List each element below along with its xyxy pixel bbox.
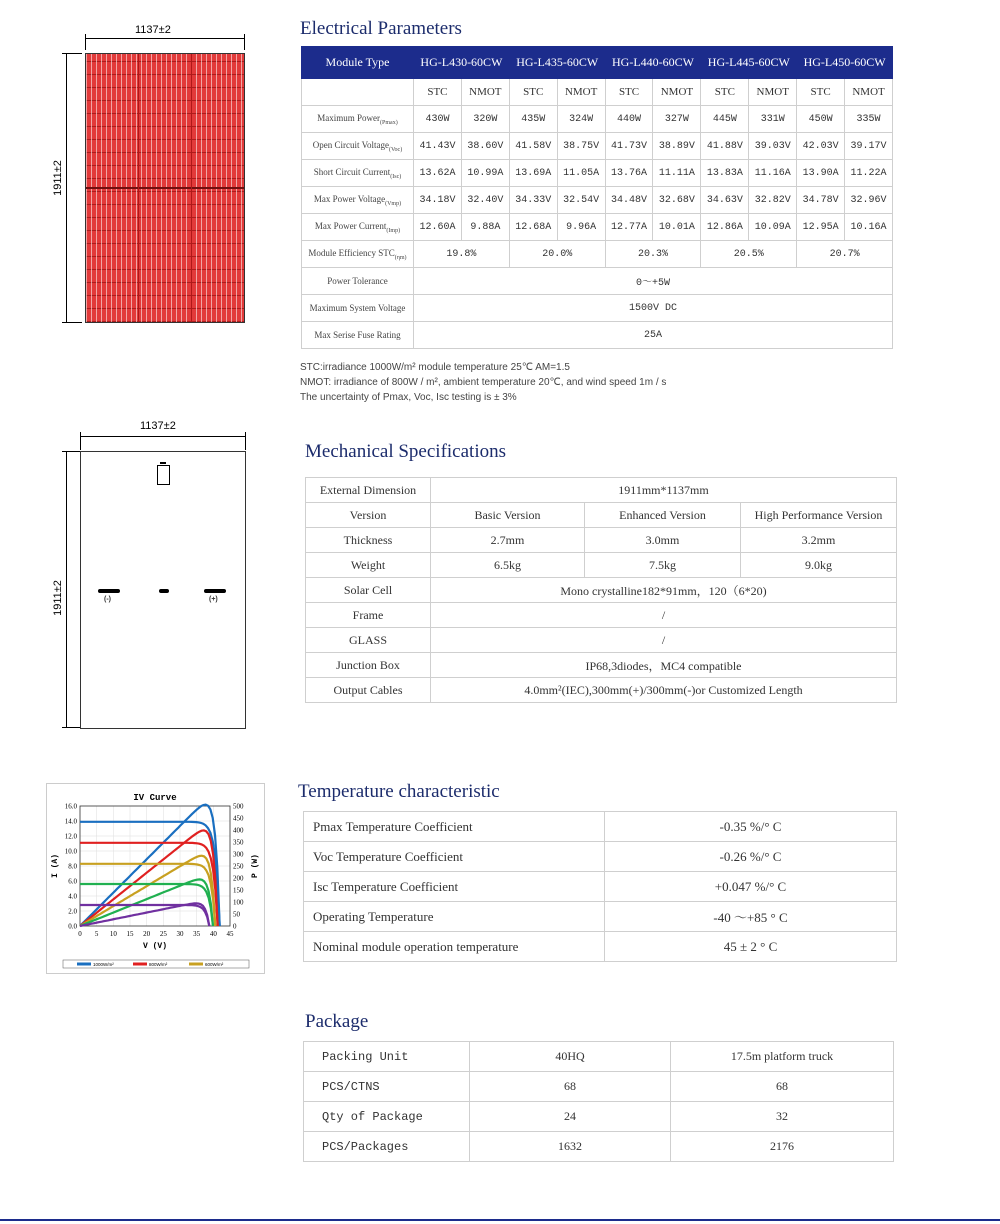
electrical-cell: 13.69A bbox=[509, 160, 557, 187]
cable-connector-icon bbox=[204, 589, 226, 593]
nmot-label: NMOT bbox=[557, 79, 605, 106]
electrical-cell: 42.03V bbox=[797, 133, 845, 160]
package-row bbox=[304, 1042, 894, 1072]
note-nmot: NMOT: irradiance of 800W / m², ambient temperature 20℃, and wind speed 1m / s bbox=[300, 377, 667, 388]
package-row-label: Qty of Package bbox=[304, 1102, 470, 1132]
efficiency-value: 20.5% bbox=[701, 241, 797, 268]
electrical-cell: 324W bbox=[557, 106, 605, 133]
electrical-cell: 39.03V bbox=[749, 133, 797, 160]
electrical-cell: 41.58V bbox=[509, 133, 557, 160]
y2-tick-label: 100 bbox=[233, 898, 244, 907]
electrical-row bbox=[302, 160, 893, 187]
electrical-cell: 32.68V bbox=[653, 187, 701, 214]
temperature-row bbox=[304, 812, 897, 842]
electrical-cell: 32.96V bbox=[845, 187, 893, 214]
electrical-cell: 13.62A bbox=[414, 160, 462, 187]
electrical-cell: 12.95A bbox=[797, 214, 845, 241]
x-tick-label: 45 bbox=[226, 930, 234, 938]
mechanical-row-label: Version bbox=[306, 503, 431, 528]
electrical-cell: 34.63V bbox=[701, 187, 749, 214]
electrical-cell: 331W bbox=[749, 106, 797, 133]
electrical-cell: 11.16A bbox=[749, 160, 797, 187]
efficiency-value: 20.7% bbox=[797, 241, 893, 268]
y2-tick-label: 200 bbox=[233, 874, 244, 883]
x-axis-label: V (V) bbox=[142, 942, 168, 951]
temperature-table bbox=[303, 811, 897, 962]
mechanical-row bbox=[306, 478, 897, 503]
y2-tick-label: 500 bbox=[233, 802, 244, 811]
electrical-row-label: Short Circuit Current$_{(Isc)}$ bbox=[302, 160, 414, 187]
mechanical-title: Mechanical Specifications bbox=[305, 441, 507, 462]
legend-label: 600W/m² bbox=[205, 962, 224, 967]
mechanical-cell: 3.0mm bbox=[585, 528, 741, 553]
electrical-cell: 9.96A bbox=[557, 214, 605, 241]
mechanical-row-label: External Dimension bbox=[306, 478, 431, 503]
electrical-cell: 34.48V bbox=[605, 187, 653, 214]
nmot-label: NMOT bbox=[653, 79, 701, 106]
front-width-label: 1137±2 bbox=[135, 24, 171, 36]
electrical-cell: 10.16A bbox=[845, 214, 893, 241]
temperature-row-label: Voc Temperature Coefficient bbox=[304, 842, 605, 872]
electrical-cell: 41.88V bbox=[701, 133, 749, 160]
mechanical-row-label: Weight bbox=[306, 553, 431, 578]
temperature-row bbox=[304, 902, 897, 932]
temperature-row-label: Pmax Temperature Coefficient bbox=[304, 812, 605, 842]
temperature-row-label: Operating Temperature bbox=[304, 902, 605, 932]
package-cell: 2176 bbox=[671, 1132, 894, 1162]
legend-label: 800W/m² bbox=[149, 962, 168, 967]
mechanical-row-label: Frame bbox=[306, 603, 431, 628]
electrical-cell: 435W bbox=[509, 106, 557, 133]
efficiency-value: 20.0% bbox=[509, 241, 605, 268]
nmot-label: NMOT bbox=[461, 79, 509, 106]
y-tick-label: 8.0 bbox=[68, 862, 77, 871]
module-type-header: Module Type bbox=[302, 47, 414, 79]
mechanical-cell: Mono crystalline182*91mm，120（6*20) bbox=[431, 578, 897, 603]
y2-tick-label: 300 bbox=[233, 850, 244, 859]
system-voltage-value: 1500V DC bbox=[414, 295, 893, 322]
package-cell: 1632 bbox=[470, 1132, 671, 1162]
electrical-row-label: Maximum Power$_{(Pmax)}$ bbox=[302, 106, 414, 133]
stc-label: STC bbox=[509, 79, 557, 106]
electrical-cell: 12.60A bbox=[414, 214, 462, 241]
y2-tick-label: 50 bbox=[233, 910, 240, 919]
minus-label: (-) bbox=[104, 596, 111, 603]
temperature-value: -40 ～+85 ° C bbox=[605, 902, 897, 932]
solar-panel-back bbox=[80, 451, 246, 729]
model-header: HG-L430-60CW bbox=[414, 47, 510, 79]
mechanical-row bbox=[306, 503, 897, 528]
temperature-value: 45 ± 2 ° C bbox=[605, 932, 897, 962]
mechanical-row bbox=[306, 553, 897, 578]
electrical-cell: 34.18V bbox=[414, 187, 462, 214]
y-tick-label: 10.0 bbox=[64, 847, 77, 856]
package-title: Package bbox=[305, 1011, 369, 1032]
back-height-label: 1911±2 bbox=[52, 580, 64, 616]
temperature-title: Temperature characteristic bbox=[298, 781, 500, 802]
electrical-row bbox=[302, 187, 893, 214]
electrical-cell: 13.90A bbox=[797, 160, 845, 187]
x-tick-label: 40 bbox=[209, 930, 217, 938]
iv-curve-svg bbox=[47, 784, 264, 973]
electrical-cell: 41.73V bbox=[605, 133, 653, 160]
electrical-cell: 32.54V bbox=[557, 187, 605, 214]
electrical-cell: 9.88A bbox=[461, 214, 509, 241]
y-axis-label: I (A) bbox=[51, 853, 60, 879]
y-tick-label: 0.0 bbox=[68, 922, 77, 931]
fuse-label: Max Serise Fuse Rating bbox=[302, 322, 414, 349]
x-tick-label: 5 bbox=[94, 930, 99, 938]
electrical-table bbox=[301, 46, 893, 349]
electrical-cell: 39.17V bbox=[845, 133, 893, 160]
electrical-cell: 12.68A bbox=[509, 214, 557, 241]
mechanical-row bbox=[306, 628, 897, 653]
package-cell: 24 bbox=[470, 1102, 671, 1132]
electrical-cell: 327W bbox=[653, 106, 701, 133]
temperature-value: +0.047 %/° C bbox=[605, 872, 897, 902]
model-header: HG-L450-60CW bbox=[797, 47, 893, 79]
mechanical-cell: / bbox=[431, 603, 897, 628]
y2-tick-label: 250 bbox=[233, 862, 244, 871]
mechanical-cell: High Performance Version bbox=[741, 503, 897, 528]
electrical-row-label: Max Power Current$_{(Imp)}$ bbox=[302, 214, 414, 241]
temperature-row bbox=[304, 842, 897, 872]
mechanical-row-label: Thickness bbox=[306, 528, 431, 553]
package-row bbox=[304, 1132, 894, 1162]
note-stc: STC:irradiance 1000W/m² module temperature 25℃ AM=1.5 bbox=[300, 362, 570, 373]
y2-axis-label: P (W) bbox=[251, 853, 260, 879]
chart-title: IV Curve bbox=[133, 793, 177, 803]
electrical-cell: 34.33V bbox=[509, 187, 557, 214]
electrical-cell: 12.77A bbox=[605, 214, 653, 241]
temperature-row-label: Isc Temperature Coefficient bbox=[304, 872, 605, 902]
mechanical-row-label: Solar Cell bbox=[306, 578, 431, 603]
electrical-cell: 13.83A bbox=[701, 160, 749, 187]
mechanical-row bbox=[306, 653, 897, 678]
legend-label: 1000W/m² bbox=[93, 962, 114, 967]
electrical-row bbox=[302, 214, 893, 241]
model-header: HG-L440-60CW bbox=[605, 47, 701, 79]
stc-label: STC bbox=[414, 79, 462, 106]
model-header: HG-L445-60CW bbox=[701, 47, 797, 79]
electrical-row-label: Max Power Voltage$_{(Vmp)}$ bbox=[302, 187, 414, 214]
y-tick-label: 2.0 bbox=[68, 907, 77, 916]
electrical-cell: 41.43V bbox=[414, 133, 462, 160]
electrical-cell: 450W bbox=[797, 106, 845, 133]
y2-tick-label: 0 bbox=[233, 922, 237, 931]
electrical-cell: 440W bbox=[605, 106, 653, 133]
electrical-cell: 32.40V bbox=[461, 187, 509, 214]
electrical-row-label: Open Circuit Voltage$_{(Voc)}$ bbox=[302, 133, 414, 160]
tolerance-value: 0～+5W bbox=[414, 268, 893, 295]
x-tick-label: 15 bbox=[126, 930, 134, 938]
y-tick-label: 12.0 bbox=[64, 832, 77, 841]
y2-tick-label: 450 bbox=[233, 814, 244, 823]
electrical-cell: 430W bbox=[414, 106, 462, 133]
electrical-cell: 34.78V bbox=[797, 187, 845, 214]
temperature-value: -0.35 %/° C bbox=[605, 812, 897, 842]
mechanical-row-label: GLASS bbox=[306, 628, 431, 653]
mechanical-cell: 1911mm*1137mm bbox=[431, 478, 897, 503]
nmot-label: NMOT bbox=[845, 79, 893, 106]
mechanical-cell: 4.0mm²(IEC),300mm(+)/300mm(-)or Customized Length bbox=[431, 678, 897, 703]
x-tick-label: 20 bbox=[143, 930, 151, 938]
fuse-value: 25A bbox=[414, 322, 893, 349]
electrical-cell: 11.22A bbox=[845, 160, 893, 187]
y-tick-label: 4.0 bbox=[68, 892, 77, 901]
package-cell: 68 bbox=[671, 1072, 894, 1102]
package-table bbox=[303, 1041, 894, 1162]
mechanical-cell: Enhanced Version bbox=[585, 503, 741, 528]
y-tick-label: 14.0 bbox=[64, 817, 77, 826]
temperature-value: -0.26 %/° C bbox=[605, 842, 897, 872]
electrical-row bbox=[302, 106, 893, 133]
efficiency-value: 19.8% bbox=[414, 241, 510, 268]
electrical-cell: 38.75V bbox=[557, 133, 605, 160]
iv-curve-chart bbox=[46, 783, 265, 974]
cable-connector-icon bbox=[98, 589, 120, 593]
mechanical-cell: 9.0kg bbox=[741, 553, 897, 578]
electrical-cell: 38.60V bbox=[461, 133, 509, 160]
junction-box-icon bbox=[157, 465, 170, 485]
mechanical-row bbox=[306, 603, 897, 628]
mechanical-cell: IP68,3diodes，MC4 compatible bbox=[431, 653, 897, 678]
back-width-label: 1137±2 bbox=[140, 420, 176, 432]
electrical-cell: 11.11A bbox=[653, 160, 701, 187]
footer-rule bbox=[0, 1219, 1000, 1221]
x-tick-label: 35 bbox=[193, 930, 201, 938]
x-tick-label: 10 bbox=[109, 930, 117, 938]
mechanical-cell: 3.2mm bbox=[741, 528, 897, 553]
y2-tick-label: 400 bbox=[233, 826, 244, 835]
electrical-cell: 38.89V bbox=[653, 133, 701, 160]
mechanical-row-label: Junction Box bbox=[306, 653, 431, 678]
electrical-cell: 32.82V bbox=[749, 187, 797, 214]
temperature-row bbox=[304, 932, 897, 962]
mechanical-cell: 2.7mm bbox=[431, 528, 585, 553]
tolerance-label: Power Tolerance bbox=[302, 268, 414, 295]
package-cell: 32 bbox=[671, 1102, 894, 1132]
cable-connector-icon bbox=[159, 589, 169, 593]
package-row-label: PCS/Packages bbox=[304, 1132, 470, 1162]
mechanical-row bbox=[306, 678, 897, 703]
stc-label: STC bbox=[605, 79, 653, 106]
mechanical-cell: Basic Version bbox=[431, 503, 585, 528]
nmot-label: NMOT bbox=[749, 79, 797, 106]
package-row-label: PCS/CTNS bbox=[304, 1072, 470, 1102]
package-cell: 68 bbox=[470, 1072, 671, 1102]
front-height-label: 1911±2 bbox=[52, 160, 64, 196]
mechanical-cell: 7.5kg bbox=[585, 553, 741, 578]
mechanical-table bbox=[305, 477, 897, 703]
model-header: HG-L435-60CW bbox=[509, 47, 605, 79]
mechanical-row bbox=[306, 578, 897, 603]
electrical-row bbox=[302, 133, 893, 160]
x-tick-label: 0 bbox=[78, 930, 82, 938]
temperature-row bbox=[304, 872, 897, 902]
package-cell: 40HQ bbox=[470, 1042, 671, 1072]
package-row bbox=[304, 1072, 894, 1102]
mechanical-cell: 6.5kg bbox=[431, 553, 585, 578]
y2-tick-label: 350 bbox=[233, 838, 244, 847]
efficiency-label: Module Efficiency $STC_{(\eta m)}$ bbox=[302, 241, 414, 268]
electrical-cell: 335W bbox=[845, 106, 893, 133]
x-tick-label: 30 bbox=[176, 930, 184, 938]
electrical-cell: 12.86A bbox=[701, 214, 749, 241]
solar-panel-front bbox=[85, 53, 245, 323]
plus-label: (+) bbox=[209, 596, 218, 603]
mechanical-cell: / bbox=[431, 628, 897, 653]
electrical-cell: 445W bbox=[701, 106, 749, 133]
efficiency-value: 20.3% bbox=[605, 241, 701, 268]
y2-tick-label: 150 bbox=[233, 886, 244, 895]
package-row-label: Packing Unit bbox=[304, 1042, 470, 1072]
x-tick-label: 25 bbox=[159, 930, 167, 938]
y-tick-label: 6.0 bbox=[68, 877, 77, 886]
stc-label: STC bbox=[701, 79, 749, 106]
electrical-cell: 10.09A bbox=[749, 214, 797, 241]
electrical-cell: 320W bbox=[461, 106, 509, 133]
electrical-title: Electrical Parameters bbox=[300, 18, 462, 39]
temperature-row-label: Nominal module operation temperature bbox=[304, 932, 605, 962]
package-cell: 17.5m platform truck bbox=[671, 1042, 894, 1072]
electrical-cell: 11.05A bbox=[557, 160, 605, 187]
system-voltage-label: Maximum System Voltage bbox=[302, 295, 414, 322]
note-uncertainty: The uncertainty of Pmax, Voc, Isc testing is ± 3% bbox=[300, 392, 517, 403]
electrical-cell: 10.01A bbox=[653, 214, 701, 241]
mechanical-row-label: Output Cables bbox=[306, 678, 431, 703]
y-tick-label: 16.0 bbox=[64, 802, 77, 811]
electrical-cell: 13.76A bbox=[605, 160, 653, 187]
package-row bbox=[304, 1102, 894, 1132]
stc-label: STC bbox=[797, 79, 845, 106]
electrical-cell: 10.99A bbox=[461, 160, 509, 187]
mechanical-row bbox=[306, 528, 897, 553]
